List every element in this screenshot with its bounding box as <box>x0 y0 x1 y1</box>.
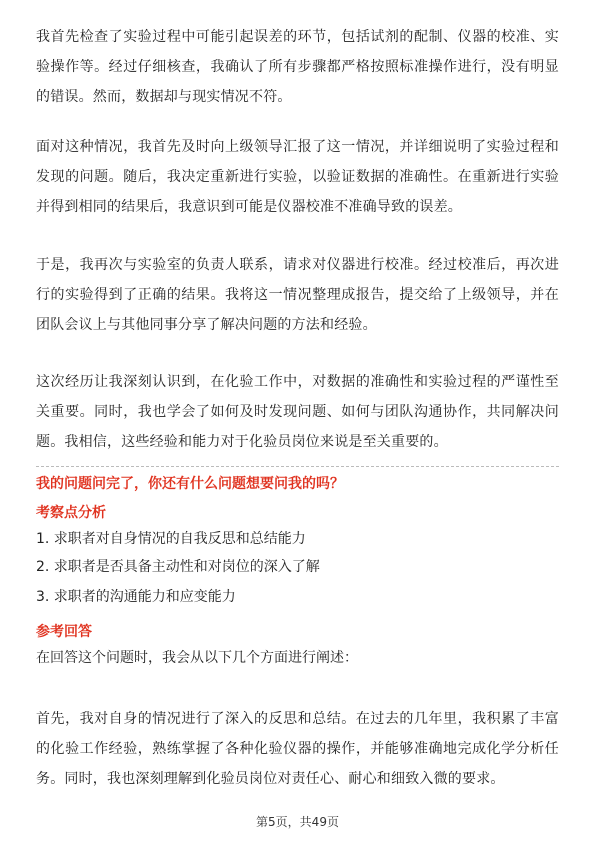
answer-paragraph: 首先，我对自身的情况进行了深入的反思和总结。在过去的几年里，我积累了丰富的化验工作经验，熟练掌握了各种化验仪器的操作，并能够准确地完成化学分析任务。同时，我也深刻理解到化验员岗位对责任心、耐心和细致入微的要求。 <box>36 711 559 787</box>
section-divider <box>36 466 559 467</box>
paragraph-calibration: 于是，我再次与实验室的负责人联系，请求对仪器进行校准。经过校准后，再次进行的实验得到了正确的结果。我将这一情况整理成报告，提交给了上级领导，并在团队会议上与其他同事分享了解决问题的方法和经验。 <box>36 257 559 333</box>
analysis-item: 2. 求职者是否具备主动性和对岗位的深入了解 <box>36 559 320 575</box>
paragraph-report-and-retest: 面对这种情况，我首先及时向上级领导汇报了这一情况，并详细说明了实验过程和发现的问题。随后，我决定重新进行实验，以验证数据的准确性。在重新进行实验并得到相同的结果后，我意识到可能是仪器校准不准确导致的误差。 <box>36 139 559 215</box>
analysis-item: 1. 求职者对自身情况的自我反思和总结能力 <box>36 531 306 547</box>
answer-heading: 参考回答 <box>36 624 92 640</box>
interview-question: 我的问题问完了，你还有什么问题想要问我的吗？ <box>36 476 344 492</box>
analysis-heading: 考察点分析 <box>36 505 106 521</box>
analysis-item: 3. 求职者的沟通能力和应变能力 <box>36 589 236 605</box>
paragraph-error-check: 我首先检查了实验过程中可能引起误差的环节，包括试剂的配制、仪器的校准、实验操作等。经过仔细核查，我确认了所有步骤都严格按照标准操作进行，没有明显的错误。然而，数据却与现实情况不符。 <box>36 29 559 105</box>
paragraph-lessons-learned: 这次经历让我深刻认识到，在化验工作中，对数据的准确性和实验过程的严谨性至关重要。同时，我也学会了如何及时发现问题、如何与团队沟通协作，共同解决问题。我相信，这些经验和能力对于化验员岗位来说是至关重要的。 <box>36 374 559 450</box>
answer-intro: 在回答这个问题时，我会从以下几个方面进行阐述： <box>36 650 358 666</box>
page-number: 第5页，共49页 <box>256 815 339 829</box>
